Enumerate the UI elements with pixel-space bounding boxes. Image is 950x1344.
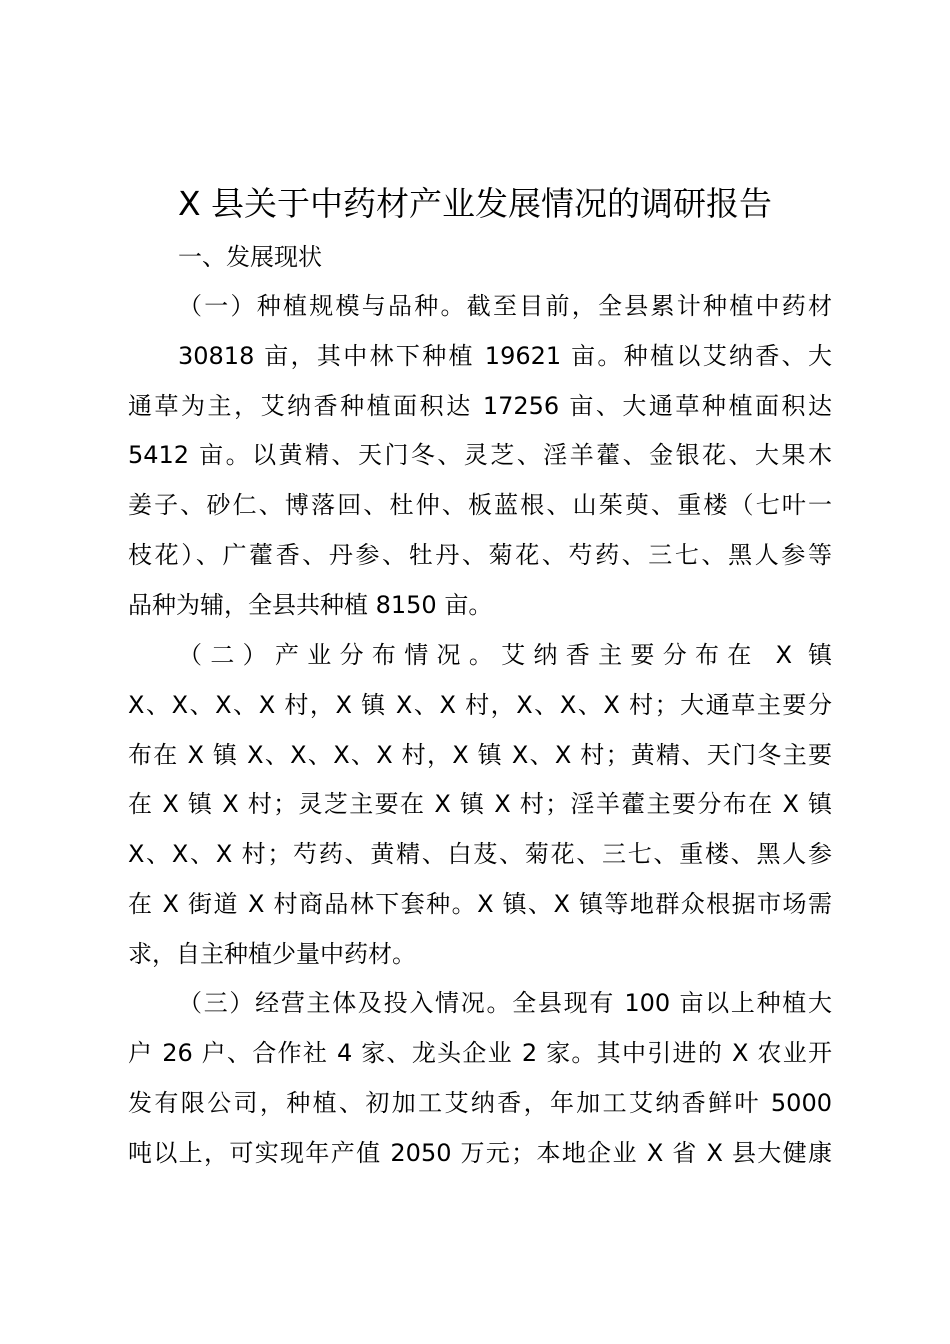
paragraph-line: 发有限公司，种植、初加工艾纳香，年加工艾纳香鲜叶 5000 bbox=[128, 1089, 832, 1117]
paragraph-line: （一）种植规模与品种。截至目前，全县累计种植中药材 bbox=[178, 292, 832, 320]
paragraph-line: 在 X 镇 X 村；灵芝主要在 X 镇 X 村；淫羊藿主要分布在 X 镇 bbox=[128, 790, 832, 818]
report-title: X 县关于中药材产业发展情况的调研报告 bbox=[177, 184, 773, 223]
paragraph-line: （三）经营主体及投入情况。全县现有 100 亩以上种植大 bbox=[178, 989, 832, 1017]
section-heading: 一、发展现状 bbox=[178, 243, 322, 271]
paragraph-line: X、X、X 村；芍药、黄精、白芨、菊花、三七、重楼、黑人参 bbox=[128, 840, 832, 868]
paragraph-line: 通草为主，艾纳香种植面积达 17256 亩、大通草种植面积达 bbox=[128, 392, 832, 420]
paragraph-line: 5412 亩。以黄精、天门冬、灵芝、淫羊藿、金银花、大果木 bbox=[128, 441, 832, 469]
paragraph-line: 布在 X 镇 X、X、X、X 村，X 镇 X、X 村；黄精、天门冬主要 bbox=[128, 741, 832, 769]
paragraph-line: 吨以上，可实现年产值 2050 万元；本地企业 X 省 X 县大健康 bbox=[128, 1139, 832, 1167]
paragraph-line: 枝花）、广藿香、丹参、牡丹、菊花、芍药、三七、黑人参等 bbox=[128, 541, 832, 569]
paragraph-line: 30818 亩，其中林下种植 19621 亩。种植以艾纳香、大 bbox=[178, 342, 832, 370]
paragraph-line: X、X、X、X 村，X 镇 X、X 村，X、X、X 村；大通草主要分 bbox=[128, 691, 832, 719]
paragraph-line: 在 X 街道 X 村商品林下套种。X 镇、X 镇等地群众根据市场需 bbox=[128, 890, 832, 918]
paragraph-line: 品种为辅，全县共种植 8150 亩。 bbox=[128, 591, 493, 619]
paragraph-line: 姜子、砂仁、博落回、杜仲、板蓝根、山茱萸、重楼（七叶一 bbox=[128, 491, 832, 519]
paragraph-line: （二）产业分布情况。艾纳香主要分布在 X 镇 bbox=[178, 641, 832, 669]
paragraph-line: 户 26 户、合作社 4 家、龙头企业 2 家。其中引进的 X 农业开 bbox=[128, 1039, 832, 1067]
paragraph-line: 求，自主种植少量中药材。 bbox=[128, 940, 416, 968]
